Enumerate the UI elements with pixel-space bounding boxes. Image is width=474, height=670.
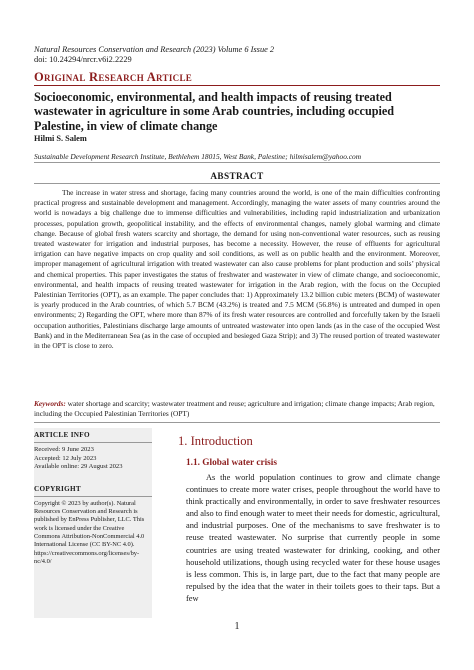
article-info-sidebar [34, 428, 152, 618]
introduction-body: As the world population continues to grow and climate change continues to create more water crises, people throughout the world have to think practically and environmentally, in order to save freshwater resources and also to find enough water to meet their needs for domestic, agricultural, and industrial purposes. One of the mechanisms to save freshwater is to reuse treated wastewater. No surprise that currently people in some countries are using treated wastewater for drinking, cooking, and other household utilizations, though using recycled water for these house usages is less common. This is, in large part, due to the fact that many people are repulsed by the idea that the water in their toilets goes to their taps. But a few [186, 473, 440, 603]
received-date: Received: 9 June 2023 [34, 446, 94, 453]
divider [34, 496, 152, 497]
divider [34, 183, 440, 184]
author-name: Hilmi S. Salem [34, 134, 87, 143]
copyright-text: Copyright © 2023 by author(s). Natural Resources Conservation and Research is published by EnPress Publisher, LLC. This work is licensed under the Creative Commons Attribution-NonCommercial 4.0 International License (CC BY-NC 4.0). https://creativecommons.org/licenses/by-nc/4.0/ [34, 499, 145, 565]
journal-citation: Natural Resources Conservation and Research (2023) Volume 6 Issue 2 [34, 45, 275, 54]
divider [34, 162, 440, 163]
paper-title: Socioeconomic, environmental, and health impacts of reusing treated wastewater in agriculture in some Arab countries, including occupied Palestine, in view of climate change [34, 90, 395, 133]
available-date: Available online: 29 August 2023 [34, 463, 123, 471]
keywords [34, 399, 440, 419]
abstract-body: The increase in water stress and shortage, facing many countries around the world, is one of the main difficulties confronting practical progress and sustainable development and management. Accordingly, managing the water assets of many countries around the world is nowadays a big challenge due to immense difficulties and vulnerabilities, including rapid industrialization and urbanization processes, population growth, geopolitical instability, and the effects of environmental changes, namely global warming and climate change. Because of global fresh waters scarcity and shortage, the demand for using non-conventional water resources, such as reusing treated wastewater for irrigation and industrial purposes, has become a necessity. However, the reuse of effluents for agricultural irrigation can have negative impacts on crop quality and soil conditions, as well as on public health and the environment. Moreover, improper management of agricultural irrigation with treated wastewater can also cause problems for plant production and soils’ physical and chemical properties. This paper investigates the status of freshwater and wastewater in view of climate change, and socioeconomic, environmental, and health impacts of reusing treated wastewater for irrigation in the Arab region, with the focus on the Occupied Palestinian Territories (OPT), as an example. The paper concludes that: 1) Approximately 13.2 billion cubic meters (BCM) of wastewater is yearly produced in the Arab countries, of which 5.7 BCM (43.2%) is treated and 7.5 MCM (56.8%) is untreated and dumped in open environments; 2) Regarding the OPT, where more than 87% of its fresh water resources are controlled and forcefully taken by the Israeli occupation authorities, Palestinians discharge large amounts of untreated wastewater into open lands (as in the case of the occupied West Bank) and in the Mediterranean Sea (as in the case of occupied and besieged Gaza Strip); and 3) The reused portion of treated wastewater in the OPT is close to zero. [34, 188, 440, 351]
subsection-heading: 1.1. Global water crisis [186, 458, 277, 468]
divider [34, 442, 152, 443]
abstract-heading: ABSTRACT [210, 171, 264, 181]
doi[interactable]: doi: 10.24294/nrcr.v6i2.2229 [34, 55, 132, 64]
article-info-heading: ARTICLE INFO [34, 431, 90, 439]
keywords-text: water shortage and scarcity; wastewater treatment and reuse; agriculture and irrigation; climate change impacts; Arab region, including the Occupied Palestinian Territories (OPT) [34, 399, 435, 419]
keywords-label: Keywords: [34, 399, 66, 408]
copyright-heading: COPYRIGHT [34, 484, 82, 493]
introduction-heading: 1. Introduction [178, 434, 253, 448]
divider [34, 422, 440, 423]
page-number: 1 [234, 621, 240, 632]
accepted-date: Accepted: 12 July 2023 [34, 454, 97, 462]
author-affiliation: Sustainable Development Research Institute, Bethlehem 18015, West Bank, Palestine; hilmisalem@yahoo.com [34, 152, 362, 161]
divider [34, 85, 440, 86]
article-type-label: Original Research Article [34, 70, 193, 84]
